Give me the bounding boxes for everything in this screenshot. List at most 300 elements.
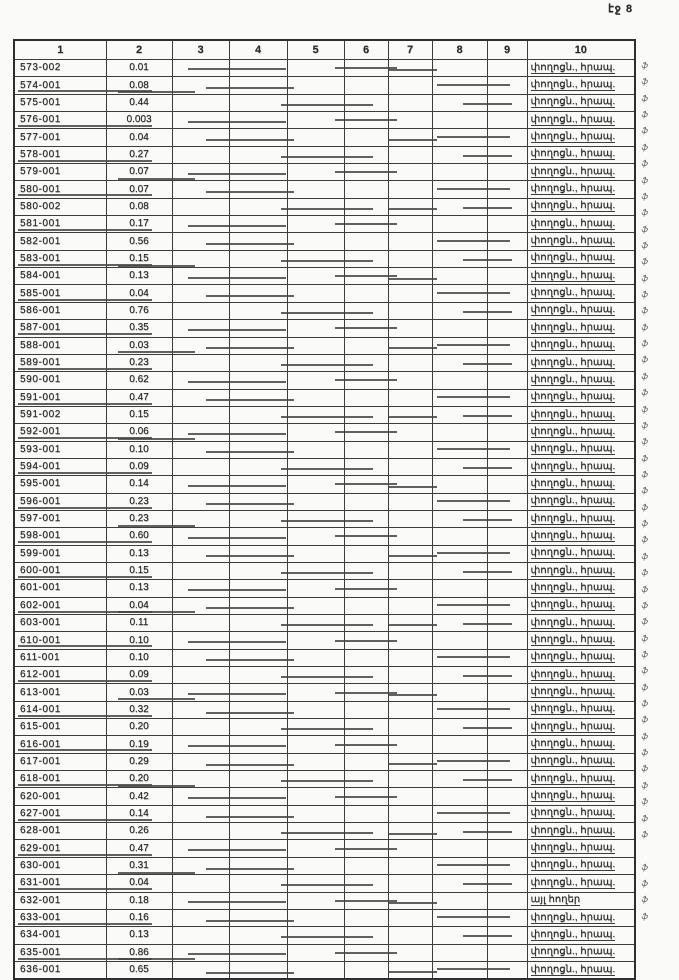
data-table: [13, 39, 636, 980]
empty-cell: [172, 493, 229, 510]
empty-cell: [388, 458, 432, 475]
empty-cell: [229, 233, 287, 250]
margin-mark: ֆ: [641, 437, 649, 447]
category-text: փողոցն., հրապ.: [530, 304, 616, 316]
column-header: 1: [14, 40, 106, 60]
category-text: փողոցն., հրապ.: [530, 824, 616, 836]
empty-cell: [432, 805, 487, 822]
parcel-code-cell: 595-001: [14, 476, 106, 493]
category-cell: [527, 424, 635, 441]
category-text: փողոցն., հրապ.: [530, 928, 616, 940]
empty-cell: [172, 216, 229, 233]
empty-cell: [487, 406, 527, 423]
empty-cell: [172, 146, 229, 163]
empty-cell: [388, 510, 432, 527]
area-value-cell: 0.04: [106, 875, 172, 892]
category-cell: [527, 320, 635, 337]
margin-mark: ֆ: [641, 77, 649, 87]
category-cell: [527, 268, 635, 285]
empty-cell: [229, 181, 287, 198]
empty-cell: [229, 615, 287, 632]
empty-cell: [229, 857, 287, 874]
table-row: [14, 875, 635, 892]
empty-cell: [388, 857, 432, 874]
empty-cell: [172, 823, 229, 840]
empty-cell: [388, 354, 432, 371]
empty-cell: [287, 615, 344, 632]
table-row: [14, 129, 635, 146]
category-cell: [527, 441, 635, 458]
category-text: փողոցն., հրապ.: [530, 96, 616, 108]
empty-cell: [229, 701, 287, 718]
area-value-cell: 0.23: [106, 510, 172, 527]
category-cell: [527, 944, 635, 961]
empty-cell: [487, 562, 527, 579]
category-cell: [527, 337, 635, 354]
empty-cell: [432, 129, 487, 146]
category-text: փողոցն., հրապ.: [530, 61, 616, 73]
empty-cell: [172, 129, 229, 146]
margin-mark: ֆ: [641, 371, 649, 381]
category-text: փողոցն., հրապ.: [530, 564, 616, 576]
margin-mark: ֆ: [641, 93, 649, 103]
empty-cell: [388, 823, 432, 840]
margin-mark: ֆ: [641, 126, 649, 136]
table-row: [14, 944, 635, 961]
empty-cell: [344, 753, 388, 770]
table-row: [14, 649, 635, 666]
category-text: փողոցն., հրապ.: [530, 738, 616, 750]
empty-cell: [388, 198, 432, 215]
empty-cell: [432, 736, 487, 753]
table-body: [14, 60, 635, 980]
margin-mark: ֆ: [641, 535, 649, 545]
category-text: փողոցն., հրապ.: [530, 911, 616, 923]
empty-cell: [229, 302, 287, 319]
empty-cell: [432, 528, 487, 545]
table-row: [14, 181, 635, 198]
table-header-row: [14, 40, 635, 60]
empty-cell: [172, 302, 229, 319]
empty-cell: [287, 510, 344, 527]
empty-cell: [287, 441, 344, 458]
empty-cell: [344, 840, 388, 857]
empty-cell: [344, 424, 388, 441]
empty-cell: [487, 892, 527, 909]
category-cell: [527, 372, 635, 389]
margin-mark: ֆ: [641, 715, 649, 725]
table-row: [14, 615, 635, 632]
table-row: [14, 840, 635, 857]
category-text: փողոցն., հրապ.: [530, 634, 616, 646]
margin-mark: ֆ: [641, 748, 649, 758]
empty-cell: [229, 441, 287, 458]
parcel-code-cell: 579-001: [14, 164, 106, 181]
empty-cell: [487, 667, 527, 684]
category-cell: [527, 701, 635, 718]
empty-cell: [287, 545, 344, 562]
empty-cell: [388, 719, 432, 736]
empty-cell: [172, 441, 229, 458]
empty-cell: [487, 944, 527, 961]
margin-mark: ֆ: [641, 257, 649, 267]
margin-mark: ֆ: [641, 224, 649, 234]
empty-cell: [344, 112, 388, 129]
empty-cell: [287, 94, 344, 111]
empty-cell: [388, 875, 432, 892]
empty-cell: [487, 875, 527, 892]
parcel-code-cell: 583-001: [14, 250, 106, 267]
empty-cell: [344, 181, 388, 198]
table-row: [14, 302, 635, 319]
empty-cell: [432, 580, 487, 597]
empty-cell: [344, 580, 388, 597]
area-value-cell: 0.13: [106, 927, 172, 944]
empty-cell: [432, 597, 487, 614]
empty-cell: [487, 719, 527, 736]
margin-mark: ֆ: [641, 61, 649, 70]
area-value-cell: 0.47: [106, 389, 172, 406]
table-row: [14, 198, 635, 215]
table-row: [14, 545, 635, 562]
category-text: փողոցն., հրապ.: [530, 165, 616, 177]
parcel-code-cell: 627-001: [14, 805, 106, 822]
empty-cell: [287, 562, 344, 579]
empty-cell: [388, 753, 432, 770]
area-value-cell: 0.11: [106, 615, 172, 632]
parcel-code-cell: 615-001: [14, 719, 106, 736]
area-value-cell: 0.23: [106, 354, 172, 371]
parcel-code-cell: 632-001: [14, 892, 106, 909]
category-cell: [527, 389, 635, 406]
margin-mark: ֆ: [641, 142, 649, 152]
margin-mark: ֆ: [641, 159, 649, 169]
category-cell: [527, 510, 635, 527]
page-number-label: էջ 8: [608, 3, 633, 15]
category-cell: [527, 684, 635, 701]
parcel-code-cell: 593-001: [14, 441, 106, 458]
empty-cell: [432, 441, 487, 458]
area-value-cell: 0.44: [106, 94, 172, 111]
margin-mark: ֆ: [641, 322, 649, 332]
empty-cell: [388, 909, 432, 926]
empty-cell: [432, 181, 487, 198]
area-value-cell: 0.09: [106, 458, 172, 475]
category-text: փողոցն., հրապ.: [530, 581, 616, 593]
margin-mark: ֆ: [641, 191, 649, 201]
parcel-code-cell: 601-001: [14, 580, 106, 597]
category-cell: [527, 545, 635, 562]
empty-cell: [344, 129, 388, 146]
empty-cell: [432, 632, 487, 649]
column-header: 10: [527, 40, 635, 60]
parcel-code-cell: 617-001: [14, 753, 106, 770]
empty-cell: [487, 684, 527, 701]
empty-cell: [388, 615, 432, 632]
table-row: [14, 60, 635, 77]
area-value-cell: 0.08: [106, 198, 172, 215]
margin-mark: ֆ: [641, 273, 649, 283]
table-row: [14, 216, 635, 233]
table-row: [14, 823, 635, 840]
area-value-cell: 0.08: [106, 77, 172, 94]
empty-cell: [172, 580, 229, 597]
parcel-code-cell: 603-001: [14, 615, 106, 632]
margin-mark: ֆ: [641, 862, 649, 872]
margin-mark: ֆ: [641, 699, 649, 709]
empty-cell: [172, 961, 229, 979]
empty-cell: [344, 164, 388, 181]
margin-mark: ֆ: [641, 486, 649, 496]
empty-cell: [388, 129, 432, 146]
empty-cell: [172, 615, 229, 632]
category-cell: [527, 112, 635, 129]
category-cell: [527, 892, 635, 909]
empty-cell: [172, 753, 229, 770]
empty-cell: [172, 788, 229, 805]
area-value-cell: 0.01: [106, 60, 172, 77]
empty-cell: [432, 649, 487, 666]
parcel-code-cell: 613-001: [14, 684, 106, 701]
parcel-code-cell: 576-001: [14, 112, 106, 129]
category-cell: [527, 580, 635, 597]
empty-cell: [432, 372, 487, 389]
empty-cell: [344, 736, 388, 753]
category-cell: [527, 476, 635, 493]
table-row: [14, 285, 635, 302]
parcel-code-cell: 589-001: [14, 354, 106, 371]
area-value-cell: 0.10: [106, 632, 172, 649]
empty-cell: [432, 961, 487, 979]
empty-cell: [388, 94, 432, 111]
empty-cell: [487, 580, 527, 597]
empty-cell: [287, 649, 344, 666]
table-row: [14, 753, 635, 770]
empty-cell: [487, 268, 527, 285]
empty-cell: [229, 753, 287, 770]
area-value-cell: 0.10: [106, 441, 172, 458]
empty-cell: [344, 389, 388, 406]
empty-cell: [388, 961, 432, 979]
category-text: փողոցն., հրապ.: [530, 200, 616, 212]
empty-cell: [487, 146, 527, 163]
area-value-cell: 0.27: [106, 146, 172, 163]
category-cell: [527, 788, 635, 805]
category-text: փողոցն., հրապ.: [530, 668, 616, 680]
parcel-code-cell: 620-001: [14, 788, 106, 805]
margin-mark: ֆ: [641, 617, 649, 627]
table-row: [14, 892, 635, 909]
empty-cell: [344, 649, 388, 666]
area-value-cell: 0.60: [106, 528, 172, 545]
empty-cell: [172, 372, 229, 389]
category-text: փողոցն., հրապ.: [530, 131, 616, 143]
table-row: [14, 250, 635, 267]
area-value-cell: 0.13: [106, 580, 172, 597]
table-row: [14, 94, 635, 111]
empty-cell: [172, 892, 229, 909]
empty-cell: [287, 181, 344, 198]
empty-cell: [344, 944, 388, 961]
empty-cell: [432, 233, 487, 250]
margin-mark: ֆ: [641, 600, 649, 610]
empty-cell: [287, 857, 344, 874]
table-row: [14, 77, 635, 94]
table-row: [14, 788, 635, 805]
empty-cell: [229, 562, 287, 579]
empty-cell: [287, 719, 344, 736]
empty-cell: [229, 719, 287, 736]
margin-mark: ֆ: [641, 240, 649, 250]
empty-cell: [172, 649, 229, 666]
parcel-code-cell: 588-001: [14, 337, 106, 354]
category-text: փողոցն., հրապ.: [530, 217, 616, 229]
category-text: փողոցն., հրապ.: [530, 79, 616, 91]
area-value-cell: 0.003: [106, 112, 172, 129]
empty-cell: [432, 545, 487, 562]
category-cell: [527, 198, 635, 215]
empty-cell: [432, 285, 487, 302]
empty-cell: [229, 146, 287, 163]
parcel-code-cell: 634-001: [14, 927, 106, 944]
area-value-cell: 0.04: [106, 129, 172, 146]
empty-cell: [388, 181, 432, 198]
table-row: [14, 493, 635, 510]
empty-cell: [344, 285, 388, 302]
margin-mark: ֆ: [641, 306, 649, 316]
empty-cell: [432, 944, 487, 961]
category-cell: [527, 805, 635, 822]
category-cell: [527, 164, 635, 181]
empty-cell: [287, 406, 344, 423]
header-row: [14, 40, 635, 60]
empty-cell: [344, 493, 388, 510]
empty-cell: [287, 354, 344, 371]
empty-cell: [487, 354, 527, 371]
empty-cell: [172, 476, 229, 493]
table-row: [14, 510, 635, 527]
margin-mark: ֆ: [641, 453, 649, 463]
empty-cell: [287, 771, 344, 788]
table-row: [14, 909, 635, 926]
category-text: փողոցն., հրապ.: [530, 356, 616, 368]
empty-cell: [229, 771, 287, 788]
category-text: այլ հողեր: [530, 894, 581, 906]
category-text: փողոցն., հրապ.: [530, 443, 616, 455]
category-text: փողոցն., հրապ.: [530, 616, 616, 628]
empty-cell: [432, 684, 487, 701]
area-value-cell: 0.26: [106, 823, 172, 840]
category-text: փողոցն., հրապ.: [530, 321, 616, 333]
table-row: [14, 667, 635, 684]
empty-cell: [229, 77, 287, 94]
empty-cell: [172, 268, 229, 285]
empty-cell: [432, 389, 487, 406]
category-cell: [527, 753, 635, 770]
empty-cell: [344, 268, 388, 285]
empty-cell: [229, 406, 287, 423]
empty-cell: [344, 684, 388, 701]
empty-cell: [229, 285, 287, 302]
empty-cell: [432, 493, 487, 510]
empty-cell: [172, 320, 229, 337]
empty-cell: [229, 129, 287, 146]
area-value-cell: 0.04: [106, 597, 172, 614]
category-text: փողոցն., հրապ.: [530, 287, 616, 299]
area-value-cell: 0.03: [106, 684, 172, 701]
empty-cell: [287, 805, 344, 822]
column-header: 7: [388, 40, 432, 60]
parcel-code-cell: 584-001: [14, 268, 106, 285]
area-value-cell: 0.15: [106, 250, 172, 267]
empty-cell: [229, 667, 287, 684]
category-text: փողոցն., հրապ.: [530, 460, 616, 472]
empty-cell: [432, 268, 487, 285]
table-row: [14, 684, 635, 701]
margin-mark: [641, 843, 677, 859]
empty-cell: [487, 528, 527, 545]
empty-cell: [229, 198, 287, 215]
parcel-code-cell: 577-001: [14, 129, 106, 146]
empty-cell: [344, 60, 388, 77]
category-text: փողոցն., հրապ.: [530, 772, 616, 784]
empty-cell: [432, 337, 487, 354]
empty-cell: [487, 250, 527, 267]
empty-cell: [344, 372, 388, 389]
empty-cell: [432, 753, 487, 770]
area-value-cell: 0.62: [106, 372, 172, 389]
category-cell: [527, 562, 635, 579]
category-cell: [527, 250, 635, 267]
margin-mark: ֆ: [641, 780, 649, 790]
category-text: փողոցն., հրապ.: [530, 946, 616, 958]
table-row: [14, 458, 635, 475]
empty-cell: [487, 424, 527, 441]
empty-cell: [229, 805, 287, 822]
parcel-code-cell: 578-001: [14, 146, 106, 163]
category-text: փողոցն., հրապ.: [530, 148, 616, 160]
table-row: [14, 268, 635, 285]
parcel-code-cell: 582-001: [14, 233, 106, 250]
empty-cell: [388, 493, 432, 510]
category-text: փողոցն., հրապ.: [530, 408, 616, 420]
empty-cell: [388, 389, 432, 406]
table-row: [14, 562, 635, 579]
category-text: փողոցն., հրապ.: [530, 686, 616, 698]
parcel-code-cell: 612-001: [14, 667, 106, 684]
column-header: 4: [229, 40, 287, 60]
category-cell: [527, 927, 635, 944]
empty-cell: [432, 892, 487, 909]
empty-cell: [388, 406, 432, 423]
empty-cell: [344, 441, 388, 458]
parcel-code-cell: 587-001: [14, 320, 106, 337]
empty-cell: [432, 424, 487, 441]
empty-cell: [172, 562, 229, 579]
category-cell: [527, 458, 635, 475]
empty-cell: [487, 216, 527, 233]
empty-cell: [344, 788, 388, 805]
table-row: [14, 701, 635, 718]
margin-mark: ֆ: [641, 404, 649, 414]
category-cell: [527, 285, 635, 302]
empty-cell: [172, 875, 229, 892]
empty-cell: [229, 823, 287, 840]
empty-cell: [487, 164, 527, 181]
empty-cell: [287, 458, 344, 475]
category-text: փողոցն., հրապ.: [530, 790, 616, 802]
area-value-cell: 0.20: [106, 719, 172, 736]
